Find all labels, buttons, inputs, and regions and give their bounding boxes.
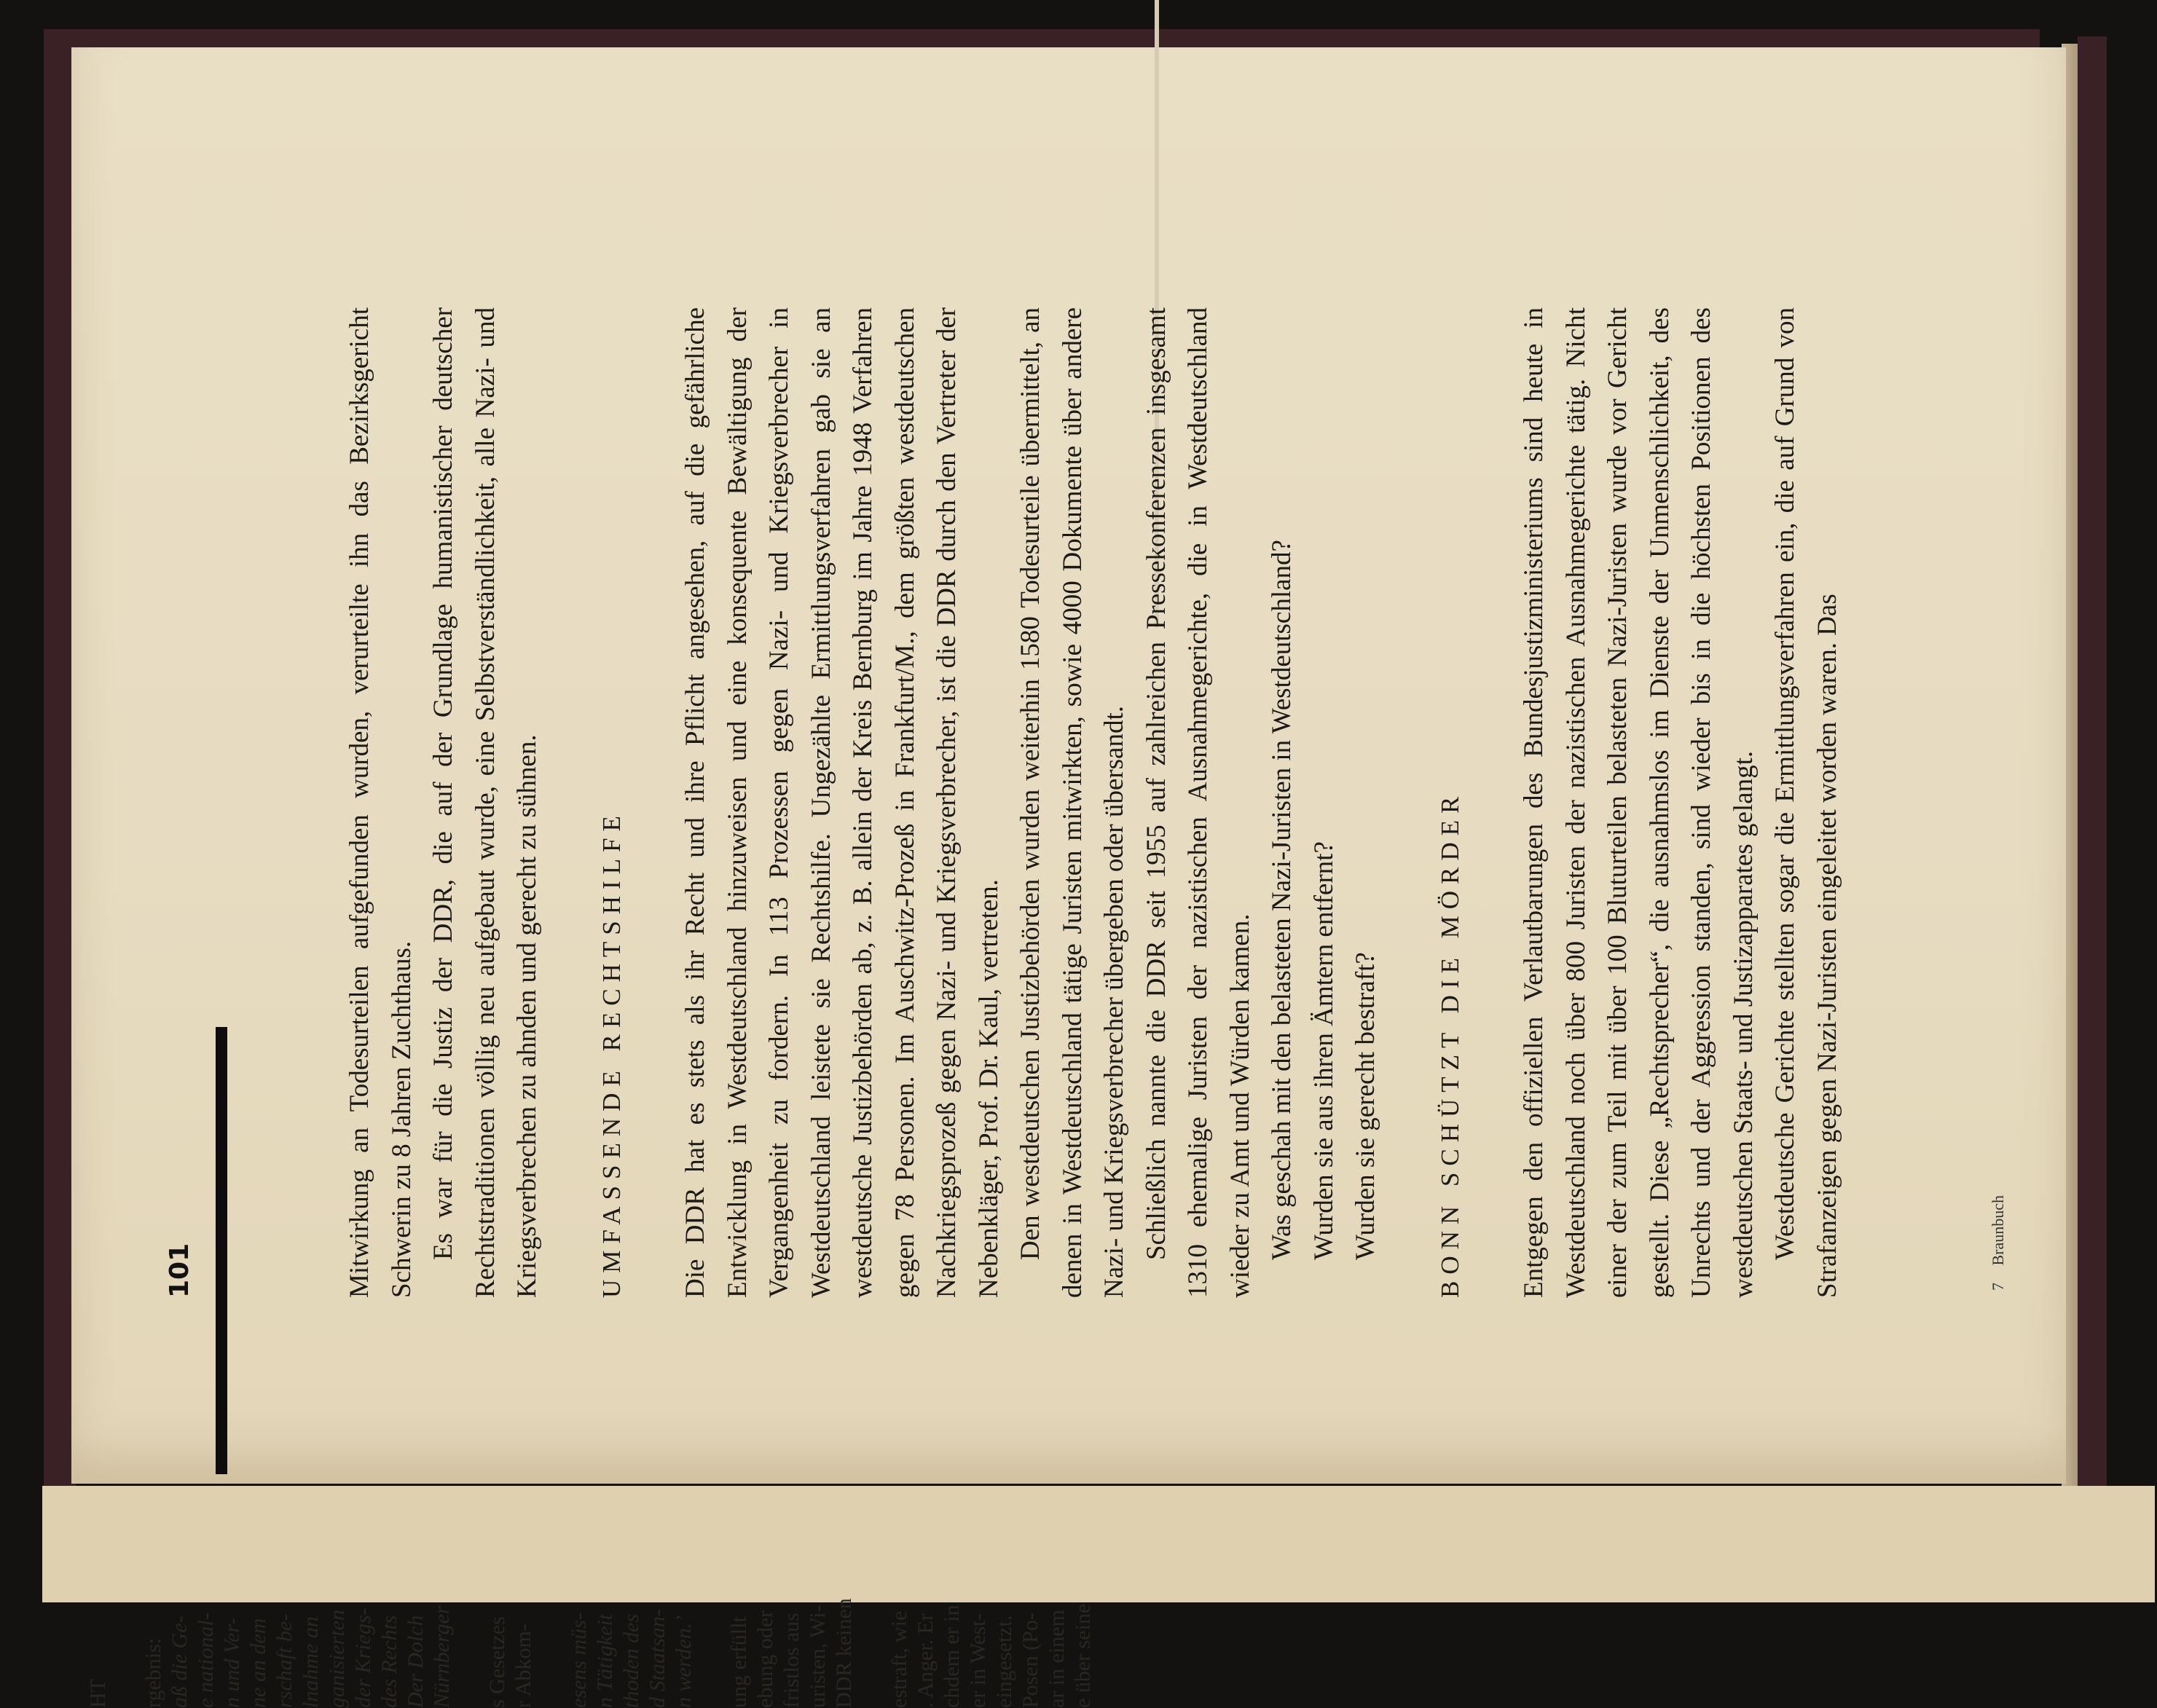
left-page-fragment: . Anger. Er [914, 1613, 938, 1708]
footer-book-title: Braunbuch [1989, 1195, 2007, 1266]
paragraph: Entgegen den offiziellen Verlautbarungen des Bundesjustizministeriums sind heute in Westdeutschland noch über 800 Juristen der nazistischen Ausnahmegerichte tätig. Nicht einer der zum Teil mit über 100 Bluturteilen belasteten Nazi-Juristen wurde vor Gericht gestellt. Diese „Rechtsprecher“, die ausnahmslos im Dienste der Unmenschlichkeit, des Unrechts und der Aggression standen, sind wieder bis in die höchsten Positionen des westdeutschen Staats- und Justizapparates gelangt. [1519, 307, 1759, 1298]
question-line: Wurden sie gerecht bestraft? [1351, 952, 1380, 1260]
left-page-fragment: thoden des [619, 1613, 643, 1708]
page-number: 101 [165, 1243, 195, 1298]
left-page-fragment: r Abkom- [511, 1624, 535, 1708]
left-page-fragment: e über seine [1071, 1603, 1095, 1708]
left-page-fragment: Posen (Po- [1018, 1613, 1042, 1708]
left-page-fragment: rschaft be- [272, 1613, 296, 1708]
text-column [339, 307, 1848, 1298]
footer-signature-number: 7 [1989, 1283, 2007, 1291]
left-page-fragment: n werden.’ [672, 1615, 696, 1708]
left-page-fragment: der Kriegs- [351, 1607, 375, 1708]
question-line: Was geschah mit den belasteten Nazi-Juristen in Westdeutschland? [1267, 540, 1297, 1260]
left-page-fragment: uristen, Wi- [806, 1605, 830, 1708]
page-footer [1989, 1195, 2008, 1291]
left-page-fragment: lnahme an [299, 1616, 323, 1708]
left-page-fragment: Der Dolch [404, 1615, 428, 1708]
left-page-fragment: DDR keinen [832, 1598, 856, 1708]
left-page-fragment: e national- [194, 1613, 218, 1708]
section-heading: UMFASSENDE RECHTSHILFE [597, 809, 626, 1298]
left-page-fragment: HT [86, 1679, 110, 1708]
left-page-fragment: ne an dem [246, 1618, 270, 1708]
left-page-fragment: chdem er in [940, 1605, 964, 1708]
left-page-fragment: ung erfüllt [727, 1616, 751, 1708]
left-page-fragment: fristlos aus [779, 1613, 804, 1708]
left-page-fragment: eingesetzt. [992, 1615, 1016, 1708]
left-page-fragment: d Staatsan- [645, 1609, 669, 1708]
left-page-fragment: n und Ver- [220, 1617, 244, 1708]
left-page-fragment: aß die Ge- [168, 1615, 192, 1708]
left-page-fragment: ganisierten [325, 1610, 349, 1708]
left-page-fragment: n Tätigkeit [593, 1613, 617, 1708]
paragraph: Mitwirkung an Todesurteilen aufgefunden wurden, verurteilte ihn das Bezirksgericht Schwerin zu 8 Jahren Zuchthaus. [345, 307, 417, 1298]
left-page-fragment: er in West- [966, 1613, 990, 1708]
paragraph: Die DDR hat es stets als ihr Recht und ihre Pflicht angesehen, auf die gefährliche Entwicklung in Westdeutschland hinzuweisen und eine konsequente Bewältigung der Vergangenheit zu fordern. In 113 Prozessen gegen Nazi- und Kriegsverbrecher in Westdeutschland leistete sie Rechtshilfe. Ungezählte Ermittlungsverfahren gab sie an westdeutsche Justizbehörden ab, z. B. allein der Kreis Bernburg im Jahre 1948 Verfahren gegen 78 Personen. Im Auschwitz-Prozeß in Frankfurt/M., dem größten westdeutschen Nachkriegsprozeß gegen Nazi- und Kriegsverbrecher, ist die DDR durch den Vertreter der Nebenkläger, Prof. Dr. Kaul, vertreten. [680, 307, 1004, 1298]
left-page-fragment: ebung oder [753, 1610, 777, 1708]
section-heading: BONN SCHÜTZT DIE MÖRDER [1435, 790, 1464, 1298]
page-rule [216, 1027, 227, 1474]
question-line: Wurden sie aus ihren Ämtern entfernt? [1308, 841, 1339, 1260]
left-page-fragment: ar in einem [1045, 1610, 1069, 1708]
left-page-fragment: rgebnis: [141, 1637, 165, 1708]
left-page-fragment: Nürnberger [430, 1605, 454, 1708]
left-page-fragment: esens müs- [567, 1613, 591, 1708]
paragraph: Es war für die Justiz der DDR, die auf der Grundlage humanistischer deutscher Rechtstraditionen völlig neu aufgebaut wurde, eine Selbstverständlichkeit, alle Nazi- und Kriegsverbrechen zu ahnden und gerecht zu sühnen. [428, 307, 542, 1298]
left-page-fragment: des Rechts [377, 1615, 401, 1708]
paragraph: Den westdeutschen Justizbehörden wurden weiterhin 1580 Todesurteile übermittelt, an denen in Westdeutschland tätige Juristen mitwirkten, sowie 4000 Dokumente über andere Nazi- und Kriegsverbrecher übergeben oder übersandt. [1015, 307, 1129, 1298]
left-page-fragment: estraft, wie [887, 1610, 911, 1708]
left-page-fragment: s Gesetzes [485, 1616, 509, 1708]
paragraph: Westdeutsche Gerichte stellten sogar die Ermittlungsverfahren ein, die auf Grund von Strafanzeigen gegen Nazi-Juristen eingeleitet worden waren. Das [1770, 307, 1842, 1298]
paragraph: Schließlich nannte die DDR seit 1955 auf zahlreichen Pressekonferenzen insgesamt 1310 ehemalige Juristen der nazistischen Ausnahmegerichte, die in Westdeutschland wieder zu Amt und Würden kamen. [1141, 307, 1255, 1298]
